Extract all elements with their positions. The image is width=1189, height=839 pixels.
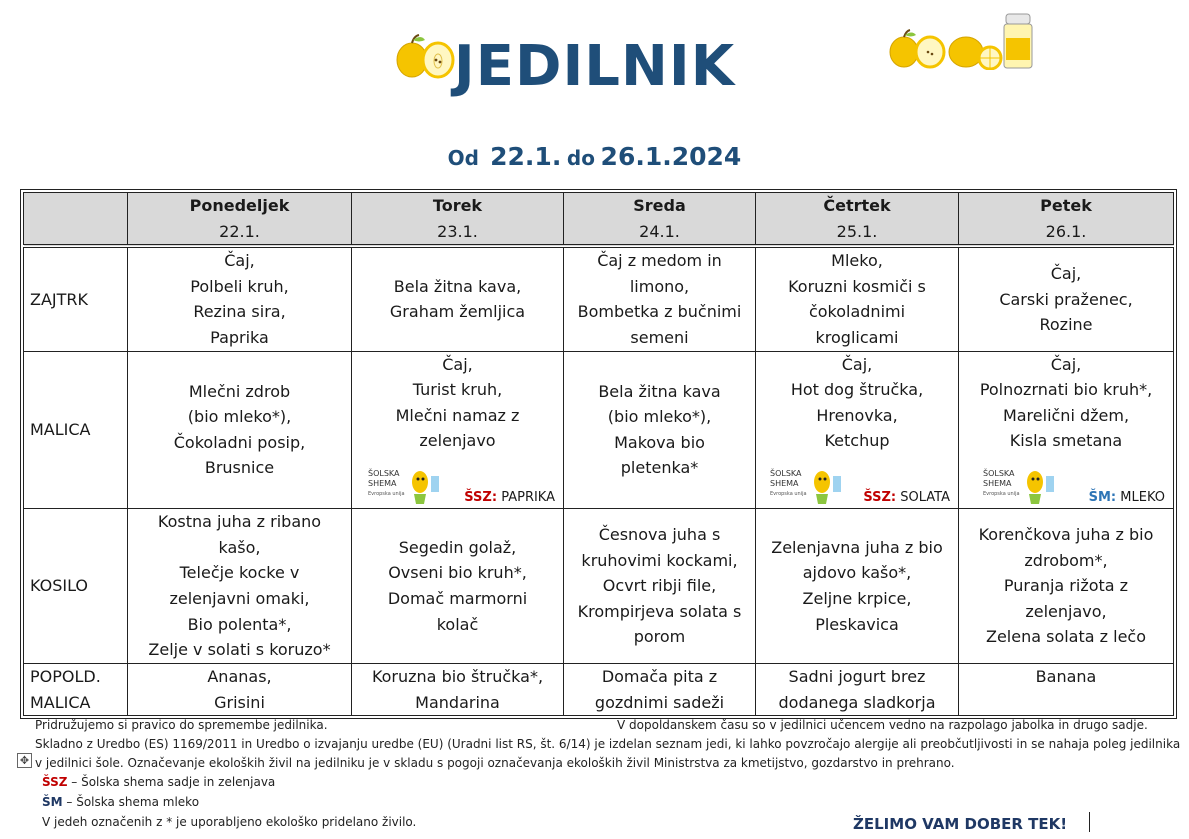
legend xyxy=(42,772,416,832)
menu-cell xyxy=(352,663,564,715)
menu-item: Hrenovka, xyxy=(816,405,898,425)
menu-item: Grisini xyxy=(214,692,265,712)
date-range xyxy=(0,142,1189,171)
table-row-popoldanska xyxy=(24,663,1174,715)
svg-text:SHEMA: SHEMA xyxy=(368,478,397,488)
menu-item: Ovseni bio kruh*, xyxy=(388,563,527,583)
date-from-label: Od xyxy=(447,146,479,170)
svg-text:ŠOLSKA: ŠOLSKA xyxy=(770,468,802,478)
menu-item: Kisla smetana xyxy=(1009,431,1123,451)
menu-item: Korenčkova juha z bio xyxy=(978,524,1154,544)
menu-cell xyxy=(959,351,1174,508)
menu-cell xyxy=(128,246,352,351)
menu-item: Mleko, xyxy=(831,251,883,271)
menu-item: Paprika xyxy=(210,327,269,347)
menu-item: kašo, xyxy=(218,537,261,557)
menu-cell xyxy=(564,351,756,508)
scheme-note: ŠM: MLEKO xyxy=(1088,489,1165,505)
menu-item: Zeljne krpice, xyxy=(802,588,912,608)
menu-item: Puranja rižota z xyxy=(1003,576,1129,596)
menu-item: Krompirjeva solata s xyxy=(577,601,742,621)
menu-cell xyxy=(756,663,959,715)
menu-item: Brusnice xyxy=(204,458,275,478)
menu-item: limono, xyxy=(629,276,690,296)
table-row-zajtrk xyxy=(24,246,1174,351)
meal-label: MALICA xyxy=(24,351,128,508)
menu-item: Ketchup xyxy=(824,431,890,451)
svg-text:SHEMA: SHEMA xyxy=(770,478,799,488)
school-scheme-logo xyxy=(983,464,1057,506)
menu-item: Bombetka z bučnimi xyxy=(577,302,742,322)
page-title: JEDILNIK xyxy=(453,34,736,99)
note-eco-labelling: v jedilnici šole. Označevanje ekoloških živil na jedilniku je v skladu s pogoji označevanja ekoloških živil Ministrstva za kmetijstvo, gozdarstvo in prehrano. xyxy=(35,756,955,770)
menu-item: Čaj, xyxy=(841,354,873,374)
menu-item: Čaj z medom in xyxy=(597,251,722,271)
closing-message: ŽELIMO VAM DOBER TEK! xyxy=(853,815,1068,833)
menu-item: Mlečni namaz z xyxy=(395,405,520,425)
menu-cell xyxy=(564,663,756,715)
menu-item: Turist kruh, xyxy=(412,380,503,400)
scheme-note: ŠSZ: PAPRIKA xyxy=(464,489,555,505)
note-fruit: V dopoldanskem času so v jedilnici učencem vedno na razpolago jabolka in drugo sadje. xyxy=(617,718,1148,732)
menu-item: Bela žitna kava xyxy=(598,381,721,401)
menu-cell xyxy=(959,663,1174,715)
meal-label: KOSILO xyxy=(24,508,128,663)
menu-cell xyxy=(352,508,564,663)
menu-cell xyxy=(128,508,352,663)
menu-item: Marelični džem, xyxy=(1002,405,1130,425)
menu-item: Telečje kocke v xyxy=(179,563,300,583)
menu-table xyxy=(23,192,1174,716)
menu-cell xyxy=(564,508,756,663)
menu-item: zelenjavo, xyxy=(1025,601,1107,621)
menu-item: Rezina sira, xyxy=(193,302,286,322)
menu-item: Mlečni zdrob xyxy=(188,381,291,401)
menu-cell xyxy=(756,351,959,508)
day-header: Ponedeljek 22.1. xyxy=(128,193,352,247)
menu-item: Sadni jogurt brez xyxy=(788,666,926,686)
menu-item: Koruzna bio štručka*, xyxy=(371,666,544,686)
menu-cell xyxy=(564,246,756,351)
date-to-label: do xyxy=(566,146,595,170)
text-cursor xyxy=(1089,812,1090,832)
svg-text:Evropska unija: Evropska unija xyxy=(770,490,807,497)
menu-item: kolač xyxy=(436,614,479,634)
day-header: Petek 26.1. xyxy=(959,193,1174,247)
menu-item: Čaj, xyxy=(224,251,255,271)
menu-item: Domač marmorni xyxy=(387,588,528,608)
legend-ssz: ŠSZ – Šolska shema sadje in zelenjava xyxy=(42,775,276,789)
legend-sm: ŠM – Šolska shema mleko xyxy=(42,795,200,809)
menu-item: Čaj, xyxy=(442,354,473,374)
menu-item: Koruzni kosmiči s xyxy=(788,276,926,296)
day-header: Torek 23.1. xyxy=(352,193,564,247)
note-changes: Pridružujemo si pravico do spremembe jedilnika. xyxy=(35,718,328,732)
menu-item: Mandarina xyxy=(415,692,500,712)
svg-text:SHEMA: SHEMA xyxy=(983,478,1012,488)
menu-item: Polnozrnati bio kruh*, xyxy=(979,380,1153,400)
menu-item: pletenka* xyxy=(620,458,699,478)
svg-text:ŠOLSKA: ŠOLSKA xyxy=(983,468,1015,478)
menu-item: Zelenjavna juha z bio xyxy=(771,537,943,557)
menu-item: Čaj, xyxy=(1050,354,1082,374)
scheme-note: ŠSZ: SOLATA xyxy=(863,489,950,505)
menu-item: Ocvrt ribji file, xyxy=(602,576,717,596)
menu-item: kruhovimi kockami, xyxy=(581,550,738,570)
menu-item: Rozine xyxy=(1039,315,1093,335)
menu-item: Hot dog štručka, xyxy=(790,380,924,400)
menu-item: Carski praženec, xyxy=(999,289,1133,309)
menu-cell xyxy=(352,246,564,351)
menu-item: Graham žemljica xyxy=(389,302,526,322)
meal-label: ZAJTRK xyxy=(24,246,128,351)
menu-item: zelenjavni omaki, xyxy=(169,588,310,608)
menu-item: gozdnimi sadeži xyxy=(594,692,725,712)
date-to: 26.1.2024 xyxy=(600,142,742,171)
menu-item: Česnova juha s xyxy=(598,524,721,544)
svg-text:Evropska unija: Evropska unija xyxy=(368,490,405,497)
menu-item: Kostna juha z ribano xyxy=(157,512,322,532)
svg-text:Evropska unija: Evropska unija xyxy=(983,490,1020,497)
menu-item: Polbeli kruh, xyxy=(190,276,289,296)
menu-cell xyxy=(128,351,352,508)
svg-text:ŠOLSKA: ŠOLSKA xyxy=(368,468,400,478)
menu-item: zdrobom*, xyxy=(1024,550,1108,570)
menu-item: Pleskavica xyxy=(815,614,899,634)
menu-item: (bio mleko*), xyxy=(187,407,292,427)
menu-item: porom xyxy=(633,627,686,647)
menu-item: Segedin golaž, xyxy=(398,537,517,557)
legend-organic: V jedeh označenih z * je uporabljeno ekološko pridelano živilo. xyxy=(42,815,417,829)
meal-label: POPOLD. MALICA xyxy=(24,663,128,715)
note-allergens: Skladno z Uredbo (ES) 1169/2011 in Uredbo o izvajanju uredbe (EU) (Uradni list RS, št. 6/14) je izdelan seznam jedi, ki lahko povzročajo alergije ali preobčutljivosti in se nahaja poleg jedilnika xyxy=(35,737,1181,751)
menu-cell xyxy=(959,246,1174,351)
day-header: Četrtek 25.1. xyxy=(756,193,959,247)
menu-cell xyxy=(128,663,352,715)
menu-item: Domača pita z xyxy=(601,666,718,686)
menu-item: Banana xyxy=(1035,666,1097,686)
menu-item: zelenjavo xyxy=(419,431,496,451)
menu-cell xyxy=(959,508,1174,663)
menu-cell xyxy=(756,508,959,663)
menu-item: Zelena solata z lečo xyxy=(985,627,1147,647)
menu-item: Makova bio xyxy=(614,432,705,452)
menu-item: čokoladnimi xyxy=(808,302,906,322)
menu-item: Bio polenta*, xyxy=(187,614,292,634)
menu-item: dodanega sladkorja xyxy=(778,692,936,712)
menu-item: ajdovo kašo*, xyxy=(802,563,912,583)
menu-item: Čokoladni posip, xyxy=(173,432,306,452)
table-move-handle[interactable]: ✥ xyxy=(17,753,32,768)
menu-item: Čaj, xyxy=(1050,263,1082,283)
table-row-malica xyxy=(24,351,1174,508)
menu-item: Ananas, xyxy=(207,666,272,686)
menu-item: (bio mleko*), xyxy=(607,407,712,427)
menu-cell xyxy=(352,351,564,508)
school-scheme-logo xyxy=(770,464,844,506)
table-row-kosilo xyxy=(24,508,1174,663)
date-from: 22.1. xyxy=(490,142,562,171)
corner-cell xyxy=(24,193,128,247)
table-header-row xyxy=(24,193,1174,247)
menu-cell xyxy=(756,246,959,351)
menu-item: Bela žitna kava, xyxy=(393,276,522,296)
school-scheme-logo xyxy=(368,464,442,506)
day-header: Sreda 24.1. xyxy=(564,193,756,247)
menu-item: semeni xyxy=(630,327,689,347)
menu-item: Zelje v solati s koruzo* xyxy=(148,640,331,660)
menu-item: kroglicami xyxy=(815,327,899,347)
